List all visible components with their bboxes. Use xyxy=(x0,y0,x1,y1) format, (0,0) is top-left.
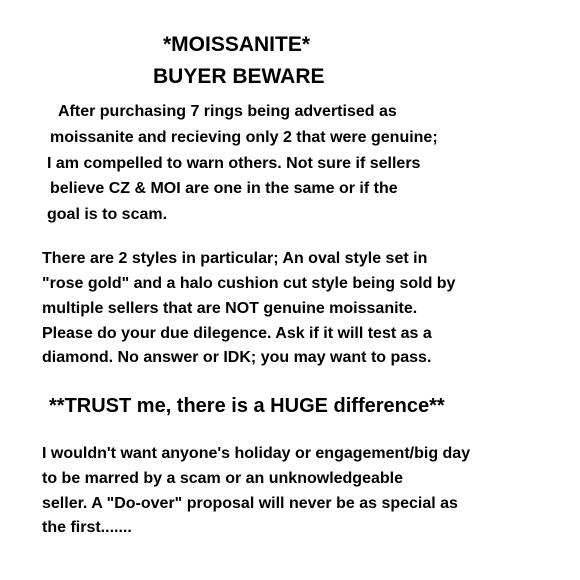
paragraph-line: After purchasing 7 rings being advertised as xyxy=(58,103,397,120)
paragraph-line: I am compelled to warn others. Not sure if sellers xyxy=(47,155,421,172)
paragraph-line: moissanite and recieving only 2 that were genuine; xyxy=(50,129,438,146)
heading-line-1: *MOISSANITE* xyxy=(163,33,311,56)
paragraph-line: "rose gold" and a halo cushion cut style being sold by xyxy=(42,275,456,292)
paragraph-line: I wouldn't want anyone's holiday or engagement/big day xyxy=(42,445,471,462)
paragraph-line: goal is to scam. xyxy=(47,206,168,223)
heading-line-2: BUYER BEWARE xyxy=(153,65,325,88)
paragraph-line: believe CZ & MOI are one in the same or if the xyxy=(50,180,398,197)
emphasis-line: **TRUST me, there is a HUGE difference** xyxy=(49,395,445,417)
paragraph-line: seller. A "Do-over" proposal will never be as special as xyxy=(42,495,458,512)
paragraph-line: diamond. No answer or IDK; you may want to pass. xyxy=(42,349,432,366)
paragraph-line: the first....... xyxy=(42,519,132,536)
paragraph-line: Please do your due dilegence. Ask if it will test as a xyxy=(42,325,432,342)
paragraph-line: multiple sellers that are NOT genuine moissanite. xyxy=(42,300,418,317)
paragraph-line: to be marred by a scam or an unknowledgeable xyxy=(42,470,403,487)
paragraph-line: There are 2 styles in particular; An oval style set in xyxy=(42,250,428,267)
